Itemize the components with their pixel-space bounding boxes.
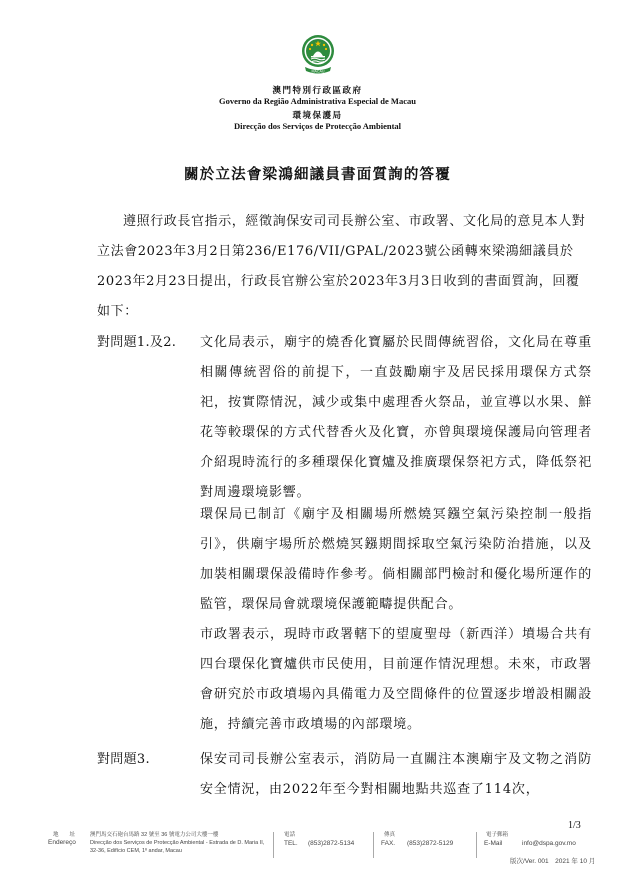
answer-paragraph: 保安司司長辦公室表示，消防局一直關注本澳廟宇及文物之消防安全情況，由2022年至今對相關地點共巡查了114次， — [200, 752, 592, 797]
document-title: 關於立法會梁鴻細議員書面質詢的答覆 — [184, 166, 451, 183]
email-value: info@dspa.gov.mo — [522, 840, 576, 847]
address-label-zh: 地 址 — [53, 832, 76, 838]
version-label: 版次/Ver. 001 2021 年 10 月 — [510, 858, 596, 865]
email-label-en: E-Mail — [484, 840, 503, 847]
page-number: 1/3 — [568, 820, 581, 831]
address-zh: 澳門馬交石砲台馬路 32 號至 36 號電力公司大樓一樓 — [90, 832, 219, 838]
answer-paragraph: 環保局已制訂《廟宇及相關場所燃燒冥鏹空氣污染控制一般指引》，供廟宇場所於燃燒冥鏹期間採取空氣污染防治措施，以及加裝相關環保設備時作參考。倘相關部門檢討和優化場所運作的監管，環保局會就環境保護範疇提供配合。 — [200, 507, 592, 612]
address-pt-line-2: 32-36, Edifício CEM, 1º andar, Macau — [90, 848, 182, 854]
footer-divider — [273, 832, 274, 858]
answer-paragraph: 文化局表示，廟宇的燒香化寶屬於民間傳統習俗，文化局在尊重相關傳統習俗的前提下，一直鼓勵廟宇及居民採用環保方式祭祀，按實際情況，減少或集中處理香火祭品，並宣導以水果、鮮花等較環保的方式代替香火及化寶，亦曾與環境保護局向管理者介紹現時流行的多種環保化寶爐及推廣環保祭祀方式，降低祭祀對周邊環境影響。 — [200, 335, 592, 500]
email-label-zh: 電子郵箱 — [486, 832, 509, 838]
tel-label-en: TEL. — [284, 840, 298, 847]
tel-label-zh: 電話 — [284, 832, 296, 838]
address-label-pt: Endereço — [48, 839, 76, 846]
department-name-zh: 環境保護局 — [292, 111, 343, 121]
fax-label-zh: 傳真 — [384, 832, 396, 838]
tel-value: (853)2872-5134 — [308, 840, 355, 847]
emblem-text: MACAU — [311, 69, 325, 74]
fax-label-en: FAX. — [381, 840, 396, 847]
answer-paragraph: 市政署表示，現時市政署轄下的望廈聖母（新西洋）墳場合共有四台環保化寶爐供市民使用，目前運作情況理想。未來，市政署會研究於市政墳場內具備電力及空間條件的位置逐步增設相關設施，持續完善市政墳場的內部環境。 — [200, 627, 592, 732]
macau-emblem-icon — [299, 34, 337, 76]
government-name-zh: 澳門特別行政區政府 — [272, 86, 363, 96]
intro-paragraph: 遵照行政長官指示，經徵詢保安司司長辦公室、市政署、文化局的意見本人對立法會2023年3月2日第236/E176/VII/GPAL/2023號公函轉來梁鴻細議員於2023年2月23日提出，行政長官辦公室於2023年3月3日收到的書面質詢，回覆如下： — [97, 214, 586, 319]
government-name-pt: Governo da Região Administrativa Especial de Macau — [219, 96, 416, 106]
footer-divider — [373, 832, 374, 858]
question-label-3: 對問題3. — [97, 752, 150, 767]
department-name-pt: Direcção dos Serviços de Protecção Ambiental — [233, 121, 402, 131]
address-pt-line-1: Direcção dos Serviços de Protecção Ambiental - Estrada de D. Maria II, — [90, 840, 265, 846]
question-label-1-2: 對問題1.及2. — [97, 335, 177, 350]
footer-divider — [476, 832, 477, 858]
fax-value: (853)2872-5129 — [407, 840, 454, 847]
